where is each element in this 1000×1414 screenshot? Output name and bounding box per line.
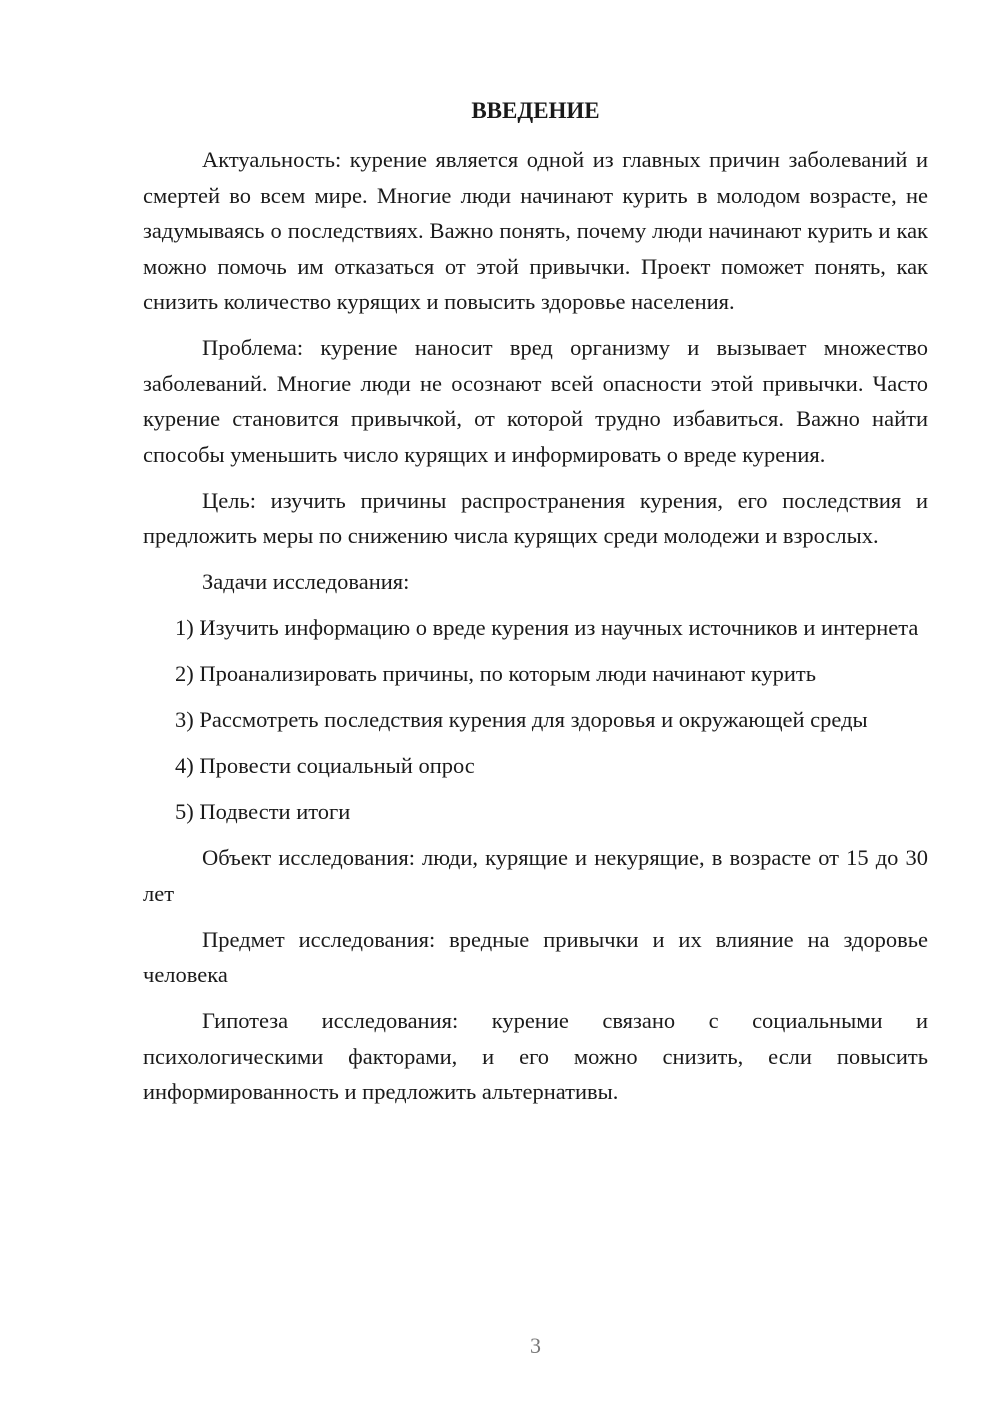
task-item-1: 1) Изучить информацию о вреде курения из научных источников и интернета: [175, 615, 919, 640]
page-number: 3: [530, 1333, 541, 1358]
document-page: [143, 0, 928, 1414]
task-item-4: 4) Провести социальный опрос: [175, 753, 475, 778]
paragraph-goal: Цель: изучить причины распространения курения, его последствия и предложить меры по снижению числа курящих среди молодежи и взрослых.: [143, 487, 928, 548]
paragraph-relevance: Актуальность: курение является одной из главных причин заболеваний и смертей во всем мире. Многие люди начинают курить в молодом возрасте, не задумываясь о последствиях. Важно понять, почему люди начинают курить и как можно помочь им отказаться от этой привычки. Проект поможет понять, как снизить количество курящих и повысить здоровье населения.: [143, 147, 928, 314]
paragraph-problem: Проблема: курение наносит вред организму и вызывает множество заболеваний. Многие люди не осознают всей опасности этой привычки. Часто курение становится привычкой, от которой трудно избавиться. Важно найти способы уменьшить число курящих и информировать о вреде курения.: [143, 335, 928, 467]
task-item-5: 5) Подвести итоги: [175, 799, 351, 824]
tasks-heading: Задачи исследования:: [202, 569, 410, 594]
paragraph-object: Объект исследования: люди, курящие и некурящие, в возрасте от 15 до 30 лет: [143, 845, 928, 906]
page-title: ВВЕДЕНИЕ: [471, 98, 600, 123]
paragraph-subject: Предмет исследования: вредные привычки и их влияние на здоровье человека: [143, 926, 928, 987]
task-item-3: 3) Рассмотреть последствия курения для здоровья и окружающей среды: [175, 707, 868, 732]
task-item-2: 2) Проанализировать причины, по которым люди начинают курить: [175, 661, 816, 686]
document-body: [143, 142, 928, 1110]
paragraph-hypothesis: Гипотеза исследования: курение связано с социальными и психологическими факторами, и его можно снизить, если повысить информированность и предложить альтернативы.: [143, 1008, 928, 1104]
